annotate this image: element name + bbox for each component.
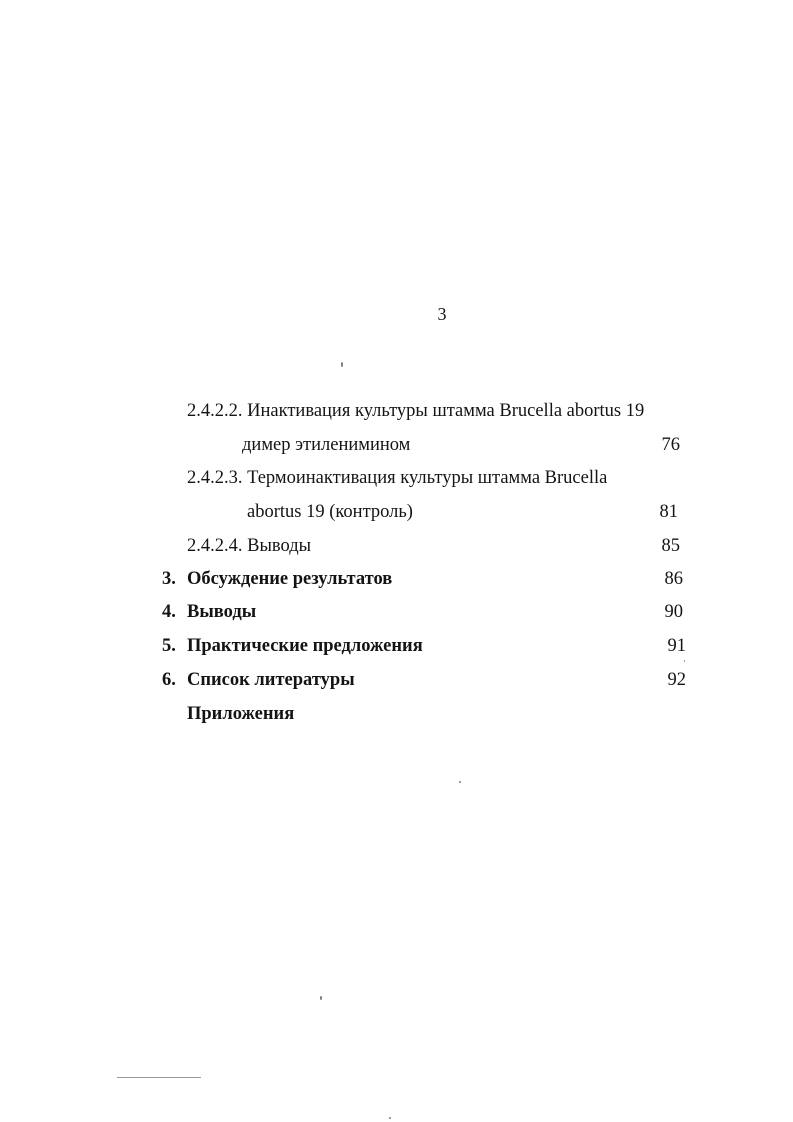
toc-entry-2-4-2-4: 2.4.2.4. Выводы <box>187 536 312 556</box>
toc-number-5: 5. <box>162 636 176 656</box>
toc-label-4: Выводы <box>187 602 257 622</box>
toc-page-2-4-2-2: 76 <box>661 435 680 455</box>
toc-page-4: 90 <box>664 602 683 622</box>
toc-label-5: Практические предложения <box>187 636 423 656</box>
toc-page-5: 91 <box>667 636 686 656</box>
toc-entry-6 <box>162 668 355 692</box>
toc-number-4: 4. <box>162 602 176 622</box>
toc-page-2-4-2-3: 81 <box>659 502 678 522</box>
scan-speck <box>320 996 322 1000</box>
toc-entry-appendices: Приложения <box>187 704 295 724</box>
toc-entry-2-4-2-2: 2.4.2.2. Инактивация культуры штамма Brucella abortus 19 <box>187 401 645 421</box>
toc-entry-2-4-2-2-continued: димер этиленимином <box>242 435 411 455</box>
scan-speck <box>684 660 685 662</box>
toc-label-3: Обсуждение результатов <box>187 569 393 589</box>
toc-entry-3 <box>162 567 392 591</box>
page-number: 3 <box>437 304 447 324</box>
scan-speck <box>459 781 461 783</box>
toc-entry-2-4-2-3: 2.4.2.3. Термоинактивация культуры штамма Brucella <box>187 468 608 488</box>
toc-page-2-4-2-4: 85 <box>661 536 680 556</box>
toc-page-6: 92 <box>667 670 686 690</box>
toc-entry-4 <box>162 600 256 624</box>
footnote-divider <box>117 1077 201 1078</box>
scan-speck <box>341 362 343 367</box>
toc-label-6: Список литературы <box>187 670 355 690</box>
toc-number-3: 3. <box>162 569 176 589</box>
scan-speck <box>389 1117 391 1119</box>
toc-entry-2-4-2-3-continued: abortus 19 (контроль) <box>247 502 413 522</box>
toc-page-3: 86 <box>664 569 683 589</box>
toc-number-6: 6. <box>162 670 176 690</box>
toc-entry-5 <box>162 634 423 658</box>
